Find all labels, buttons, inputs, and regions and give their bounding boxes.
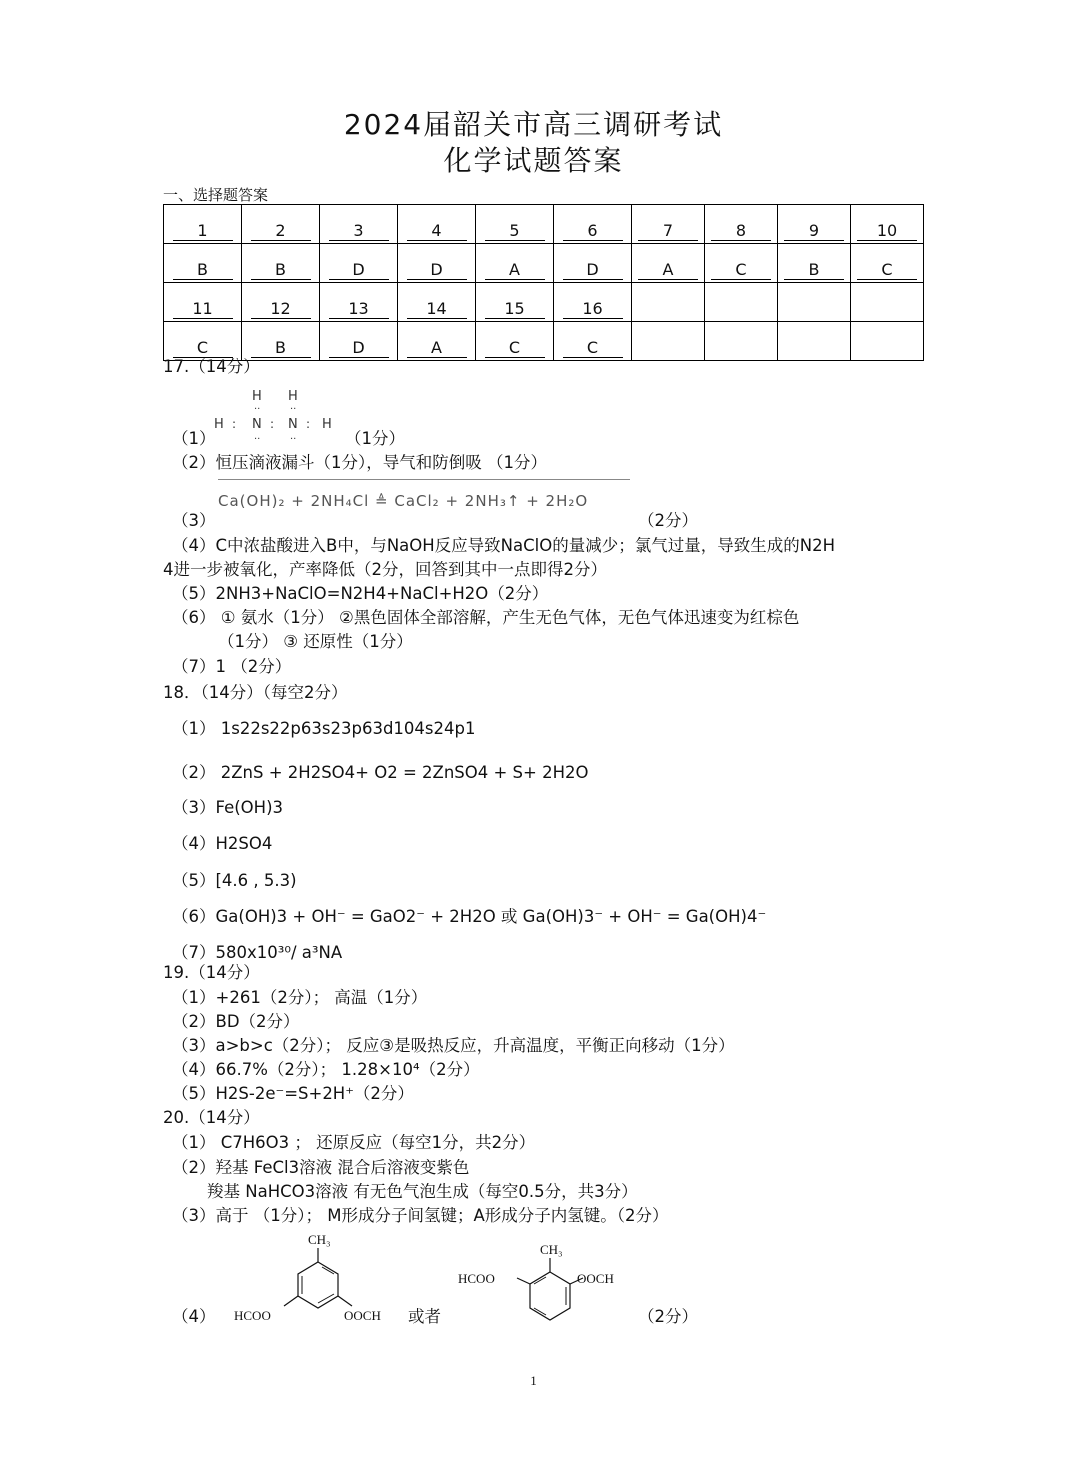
svg-text::: : bbox=[270, 417, 275, 431]
q18-p2: （2） 2ZnS + 2H2SO4+ O2 = 2ZnSO4 + S+ 2H2O bbox=[172, 763, 589, 782]
q19-p5: （5）H2S-2e⁻=S+2H⁺（2分） bbox=[172, 1084, 414, 1103]
svg-text:··: ·· bbox=[254, 434, 261, 445]
answer-cell-value: 6 bbox=[563, 222, 623, 241]
q17-p4-line1: （4）C中浓盐酸进入B中，与NaOH反应导致NaClO的量减少；氯气过量，导致生成的N2H bbox=[172, 536, 835, 555]
q17-p6-line2: （1分） ③ 还原性（1分） bbox=[218, 632, 413, 651]
answer-cell bbox=[398, 205, 476, 244]
q20-p4-score: （2分） bbox=[638, 1307, 698, 1326]
q17-p2: （2）恒压滴液漏斗（1分），导气和防倒吸 （1分） bbox=[172, 453, 547, 472]
q17-p3-label: （3） bbox=[172, 511, 216, 530]
answer-table-row bbox=[164, 205, 924, 244]
electron-dot-formula bbox=[210, 386, 350, 446]
answer-cell bbox=[476, 205, 554, 244]
q17-p1-score: （1分） bbox=[345, 429, 405, 448]
answer-cell bbox=[398, 322, 476, 361]
q18-p6: （6）Ga(OH)3 + OH⁻ = GaO2⁻ + 2H2O 或 Ga(OH)3⁻ + OH⁻ = Ga(OH)4⁻ bbox=[172, 907, 767, 926]
answer-table-row bbox=[164, 244, 924, 283]
answer-cell bbox=[851, 205, 924, 244]
dot-h-left: H bbox=[214, 417, 224, 432]
answer-cell bbox=[851, 244, 924, 283]
answer-cell bbox=[164, 205, 242, 244]
struct2-left-label: HCOO bbox=[458, 1271, 495, 1286]
answer-cell-value: 7 bbox=[638, 222, 698, 241]
svg-text:··: ·· bbox=[290, 434, 297, 445]
q18-p1: （1） 1s22s22p63s23p63d104s24p1 bbox=[172, 719, 476, 738]
answer-cell-value: 11 bbox=[173, 300, 233, 319]
answer-cell bbox=[554, 283, 632, 322]
answer-cell-value: 16 bbox=[563, 300, 623, 319]
answer-cell bbox=[242, 322, 320, 361]
q20-p4-or: 或者 bbox=[408, 1307, 441, 1326]
q17-p6-line1: （6） ① 氨水（1分） ②黑色固体全部溶解，产生无色气体，无色气体迅速变为红棕色 bbox=[172, 608, 800, 627]
answer-cell bbox=[778, 244, 851, 283]
answer-cell bbox=[242, 244, 320, 283]
answer-cell bbox=[778, 322, 851, 361]
answer-cell bbox=[398, 283, 476, 322]
q17-p3-score: （2分） bbox=[638, 511, 698, 530]
struct2-top-label: CH₃ bbox=[540, 1242, 563, 1257]
answer-cell bbox=[778, 283, 851, 322]
answer-cell-value: A bbox=[485, 261, 545, 280]
answer-cell-value: C bbox=[485, 339, 545, 358]
q20-p4-label: （4） bbox=[172, 1307, 216, 1326]
q17-header: 17.（14分） bbox=[163, 357, 260, 376]
answer-cell bbox=[398, 244, 476, 283]
answer-cell-value: 14 bbox=[407, 300, 467, 319]
answer-cell-value: B bbox=[784, 261, 844, 280]
answer-cell bbox=[554, 205, 632, 244]
q19-p3: （3）a>b>c（2分）； 反应③是吸热反应，升高温度，平衡正向移动（1分） bbox=[172, 1036, 735, 1055]
answer-table-row bbox=[164, 322, 924, 361]
svg-text::: : bbox=[306, 417, 311, 431]
q19-header: 19.（14分） bbox=[163, 963, 260, 982]
page-title: 2024届韶关市高三调研考试 bbox=[343, 108, 724, 141]
q19-p4: （4）66.7%（2分）； 1.28×10⁴（2分） bbox=[172, 1060, 480, 1079]
dot-n-1: N bbox=[252, 417, 262, 432]
answer-cell bbox=[554, 322, 632, 361]
q17-p3-equation: Ca(OH)₂ + 2NH₄Cl ≜ CaCl₂ + 2NH₃↑ + 2H₂O bbox=[218, 492, 589, 510]
q18-p7: （7）580x10³⁰/ a³NA bbox=[172, 943, 343, 962]
structure-meta-diester bbox=[228, 1232, 398, 1336]
answer-cell-value: C bbox=[711, 261, 771, 280]
q20-header: 20.（14分） bbox=[163, 1108, 260, 1127]
answer-cell-value: 2 bbox=[251, 222, 311, 241]
q17-p4-line2: 4进一步被氧化，产率降低（2分，回答到其中一点即得2分） bbox=[163, 560, 607, 579]
struct2-right-label: OOCH bbox=[577, 1271, 614, 1286]
answer-cell bbox=[320, 244, 398, 283]
dot-h-right: H bbox=[322, 417, 332, 432]
section1-label: 一、选择题答案 bbox=[163, 186, 269, 204]
q18-p5: （5）[4.6 , 5.3) bbox=[172, 871, 297, 890]
answer-cell-value: 10 bbox=[857, 222, 917, 241]
struct1-right-label: OOCH bbox=[344, 1308, 381, 1323]
answer-cell-value: 5 bbox=[485, 222, 545, 241]
q20-p2-line2: 羧基 NaHCO3溶液 有无色气泡生成（每空0.5分，共3分） bbox=[207, 1182, 638, 1201]
dot-h-top-2: H bbox=[288, 389, 298, 404]
answer-cell bbox=[164, 283, 242, 322]
answer-cell bbox=[320, 205, 398, 244]
answer-cell-value: A bbox=[407, 339, 467, 358]
answer-cell bbox=[705, 205, 778, 244]
dot-h-top-1: H bbox=[252, 389, 262, 404]
answer-cell bbox=[851, 322, 924, 361]
answer-cell bbox=[320, 283, 398, 322]
q19-p1: （1）+261（2分）； 高温（1分） bbox=[172, 988, 428, 1007]
struct1-top-label: CH₃ bbox=[308, 1232, 331, 1247]
answer-cell bbox=[632, 322, 705, 361]
answer-cell bbox=[705, 322, 778, 361]
answer-cell-value: 9 bbox=[784, 222, 844, 241]
svg-text:··: ·· bbox=[254, 404, 261, 415]
answer-cell bbox=[554, 244, 632, 283]
q19-p2: （2）BD（2分） bbox=[172, 1012, 300, 1031]
answer-cell bbox=[705, 283, 778, 322]
answer-cell-value: B bbox=[251, 261, 311, 280]
answer-cell-value: D bbox=[329, 339, 389, 358]
answer-cell-value: D bbox=[407, 261, 467, 280]
answer-cell-value: 12 bbox=[251, 300, 311, 319]
answer-cell bbox=[320, 322, 398, 361]
answer-cell bbox=[778, 205, 851, 244]
answer-cell bbox=[242, 205, 320, 244]
answer-cell bbox=[705, 244, 778, 283]
answer-cell-value: 13 bbox=[329, 300, 389, 319]
answer-cell-value: C bbox=[857, 261, 917, 280]
q17-p5: （5）2NH3+NaClO=N2H4+NaCl+H2O（2分） bbox=[172, 584, 549, 603]
answer-cell bbox=[476, 322, 554, 361]
answer-cell bbox=[476, 283, 554, 322]
equation-rule bbox=[218, 479, 630, 480]
answer-cell-value: C bbox=[173, 339, 233, 358]
answer-cell bbox=[632, 283, 705, 322]
svg-text:··: ·· bbox=[290, 404, 297, 415]
answer-cell bbox=[164, 244, 242, 283]
page-subtitle: 化学试题答案 bbox=[443, 144, 624, 177]
q20-p1: （1） C7H6O3 ； 还原反应（每空1分，共2分） bbox=[172, 1133, 536, 1152]
answer-cell-value: 15 bbox=[485, 300, 545, 319]
q17-p7: （7）1 （2分） bbox=[172, 657, 292, 676]
dot-n-2: N bbox=[288, 417, 298, 432]
answer-cell-value: 1 bbox=[173, 222, 233, 241]
answer-table-row bbox=[164, 283, 924, 322]
answer-cell-value: B bbox=[251, 339, 311, 358]
answer-cell bbox=[476, 244, 554, 283]
answer-cell-value: D bbox=[563, 261, 623, 280]
answer-cell bbox=[242, 283, 320, 322]
q20-p2-line1: （2）羟基 FeCl3溶液 混合后溶液变紫色 bbox=[172, 1158, 470, 1177]
answer-cell bbox=[632, 244, 705, 283]
answer-cell-value: 8 bbox=[711, 222, 771, 241]
answer-cell-value: A bbox=[638, 261, 698, 280]
answer-cell bbox=[164, 322, 242, 361]
q17-p1-label: （1） bbox=[172, 429, 216, 448]
structure-ortho-diester bbox=[455, 1242, 645, 1342]
answer-cell-value: B bbox=[173, 261, 233, 280]
q18-p4: （4）H2SO4 bbox=[172, 834, 273, 853]
q18-p3: （3）Fe(OH)3 bbox=[172, 798, 284, 817]
answer-cell-value: D bbox=[329, 261, 389, 280]
answer-cell-value: 4 bbox=[407, 222, 467, 241]
answer-cell bbox=[851, 283, 924, 322]
struct1-left-label: HCOO bbox=[234, 1308, 271, 1323]
answer-cell-value: 3 bbox=[329, 222, 389, 241]
q20-p3: （3）高于 （1分）； M形成分子间氢键；A形成分子内氢键。（2分） bbox=[172, 1206, 669, 1225]
q18-header: 18．（14分）（每空2分） bbox=[163, 683, 348, 702]
choice-answer-table bbox=[163, 204, 924, 361]
svg-text::: : bbox=[232, 417, 237, 431]
answer-cell bbox=[632, 205, 705, 244]
answer-cell-value: C bbox=[563, 339, 623, 358]
page-number: 1 bbox=[530, 1373, 537, 1388]
